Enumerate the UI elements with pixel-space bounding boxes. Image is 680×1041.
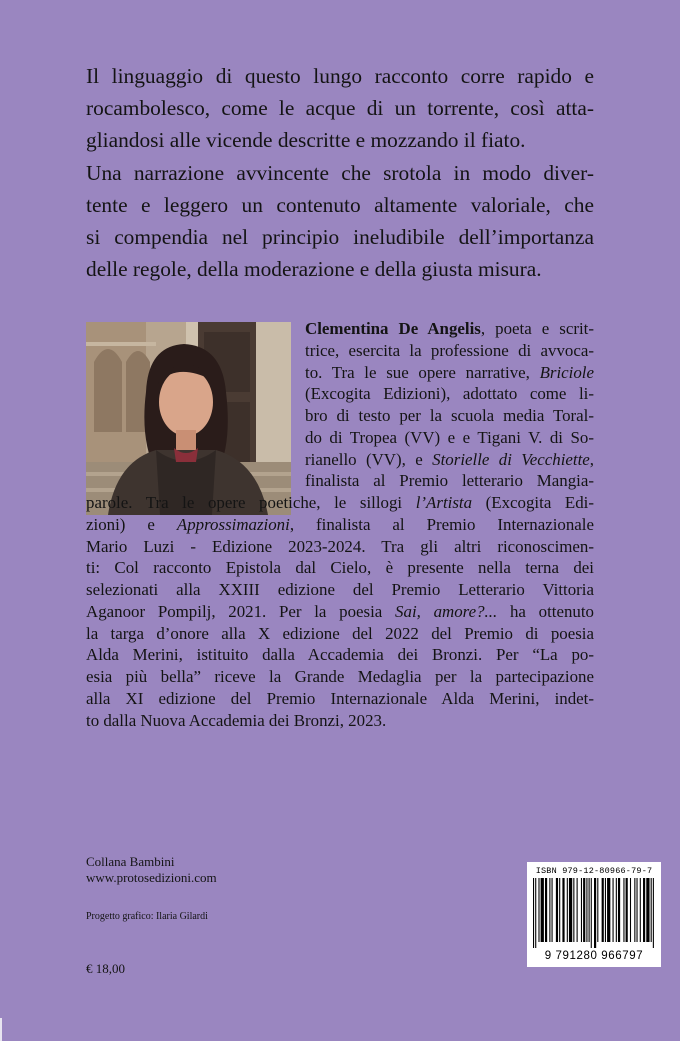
barcode-bar (581, 878, 582, 942)
barcode-bars (533, 878, 655, 948)
barcode-bar (651, 878, 652, 942)
blurb-line: Una narrazione avvincente che srotola in modo diver- (86, 160, 594, 185)
blurb-line: si compendia nel principio ineludibile dell’importanza (86, 225, 594, 250)
barcode-bar (630, 878, 631, 942)
barcode-bar (618, 878, 620, 942)
blurb-line: tente e leggero un contenuto altamente valoriale, che (86, 192, 594, 217)
bio-line: parole. Tra le opere poetiche, le sillogi l’Artista (Excogita Edi- (86, 493, 594, 512)
bio-line: (Excogita Edizioni), adottato come li- (305, 384, 594, 404)
barcode-bar (583, 878, 585, 942)
barcode-bar (556, 878, 558, 942)
title-approssimazioni: Approssimazioni (176, 514, 290, 534)
series-name: Collana Bambini (86, 854, 175, 869)
bio-line: do di Tropea (VV) e e Tigani V. di So- (305, 427, 594, 447)
barcode-bar (541, 878, 544, 942)
barcode-bar (602, 878, 604, 942)
barcode-bar (569, 878, 572, 942)
bio-line: ti: Col racconto Epistola dal Cielo, è presente nella terna dei (86, 558, 594, 578)
barcode-bar (646, 878, 649, 942)
blurb-line: Il linguaggio di questo lungo racconto corre rapido e (86, 64, 594, 88)
barcode-bar (552, 878, 553, 942)
isbn-barcode (527, 862, 661, 967)
bio-line: rianello (VV), e Storielle di Vecchiette, (305, 449, 594, 469)
author-bio (86, 318, 594, 731)
title-briciole: Briciole (539, 362, 594, 382)
barcode-bar (535, 878, 536, 948)
blurb-line: delle regole, della moderazione e della giusta misura. (86, 257, 542, 282)
barcode-bar (577, 878, 578, 942)
barcode-bar (545, 878, 547, 942)
isbn-label: ISBN 979-12-80966-79-7 (535, 866, 653, 876)
blurb-line: rocambolesco, come le acque di un torrente, così atta- (86, 96, 594, 121)
barcode-bar (643, 878, 645, 942)
bio-line: selezionati alla XXIII edizione del Premio Letterario Vittoria (86, 580, 594, 599)
barcode-bar (640, 878, 641, 942)
bio-line: alla XI edizione del Premio Internazionale Alda Merini, indet- (86, 688, 594, 708)
bio-line: esia più bella” riceve la Grande Medaglia per la partecipazione (86, 667, 594, 686)
title-storielle: Storielle di Vecchiette (432, 449, 590, 469)
barcode-bar (605, 878, 606, 942)
barcode-bar (594, 878, 596, 948)
title-sai-amore: Sai, amore?... (395, 601, 498, 621)
barcode-bar (653, 878, 654, 948)
edge-mark (0, 1018, 2, 1041)
design-credit: Progetto grafico: Ilaria Gilardi (86, 911, 208, 922)
bio-line: la targa d’onore alla X edizione del 2022 del Premio di poesia (86, 623, 594, 643)
barcode-bar (559, 878, 560, 942)
publisher-website: www.protosedizioni.com (86, 870, 217, 885)
bio-line: bro di testo per la scuola media Toral- (305, 406, 594, 425)
blurb-paragraph (86, 60, 594, 285)
barcode-bar (533, 878, 534, 948)
barcode-bar (597, 878, 598, 942)
bio-line: Clementina De Angelis, poeta e scrit- (305, 319, 594, 338)
barcode-bar (634, 878, 635, 942)
price: € 18,00 (86, 961, 125, 976)
barcode-bar (567, 878, 568, 942)
barcode-bar (636, 878, 637, 942)
title-artista: l’Artista (415, 493, 473, 512)
barcode-bar (549, 878, 550, 942)
barcode-bar (591, 878, 592, 948)
barcode-bar (613, 878, 614, 942)
barcode-bar (586, 878, 587, 942)
barcode-bar (562, 878, 564, 942)
barcode-bar (538, 878, 539, 942)
bio-line: trice, esercita la professione di avvoca- (305, 340, 594, 360)
bio-line: zioni) e Approssimazioni, finalista al Premio Internazionale (86, 514, 594, 534)
barcode-bar (573, 878, 574, 942)
bio-line: to. Tra le sue opere narrative, Briciole (305, 362, 594, 382)
barcode-bar (589, 878, 590, 942)
author-name: Clementina De Angelis (305, 319, 481, 338)
barcode-bar (607, 878, 610, 942)
barcode-digits: 9 791280 966797 (544, 950, 644, 962)
barcode-bar (626, 878, 628, 942)
bio-line: Alda Merini, istituito dalla Accademia dei Bronzi. Per “La po- (86, 645, 594, 665)
barcode-bar (623, 878, 624, 942)
bio-line: to dalla Nuova Accademia dei Bronzi, 2023. (86, 710, 387, 730)
bio-line: Mario Luzi - Edizione 2023-2024. Tra gli altri riconoscimen- (86, 536, 594, 556)
bio-line: finalista al Premio letterario Mangia- (305, 471, 594, 491)
blurb-line: gliandosi alle vicende descritte e mozzando il fiato. (86, 128, 526, 153)
barcode-bar (616, 878, 617, 942)
bio-line: Aganoor Pompilj, 2021. Per la poesia Sai, amore?... ha ottenuto (86, 601, 594, 621)
